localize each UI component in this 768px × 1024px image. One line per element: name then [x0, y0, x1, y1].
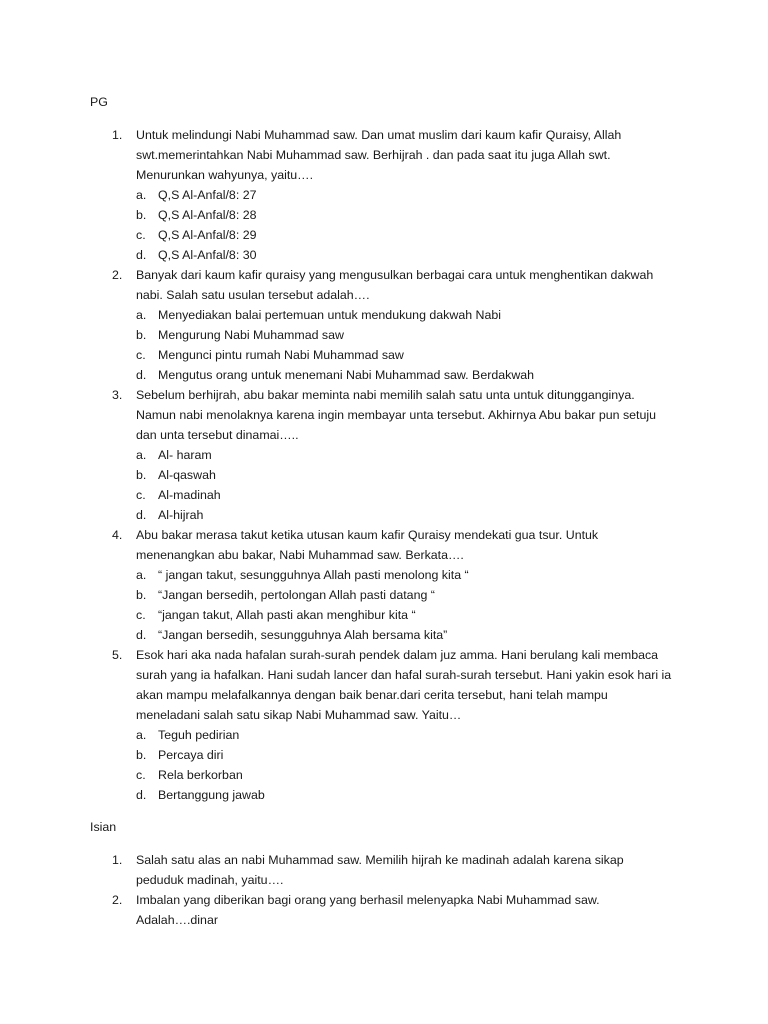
- option-b: [0, 325, 768, 345]
- question-number: 1.: [112, 853, 123, 867]
- question-text-line: Salah satu alas an nabi Muhammad saw. Memilih hijrah ke madinah adalah karena sikap: [136, 853, 624, 867]
- option-text: Teguh pedirian: [158, 728, 240, 742]
- option-text: Q,S Al-Anfal/8: 30: [158, 248, 257, 262]
- option-letter: b.: [136, 748, 147, 762]
- option-c: [0, 765, 768, 785]
- question-number: 2.: [112, 268, 123, 282]
- option-a: [0, 445, 768, 465]
- question-text-line: Menurunkan wahyunya, yaitu….: [136, 168, 314, 182]
- option-text: Rela berkorban: [158, 768, 243, 782]
- question-2: [0, 265, 682, 305]
- option-c: [0, 485, 768, 505]
- option-letter: b.: [136, 588, 147, 602]
- option-text: Mengunci pintu rumah Nabi Muhammad saw: [158, 348, 404, 362]
- option-letter: d.: [136, 788, 147, 802]
- option-d: [0, 365, 768, 385]
- option-c: [0, 225, 768, 245]
- question-text-line: Esok hari aka nada hafalan surah-surah pendek dalam juz amma. Hani berulang kali membaca: [136, 648, 659, 662]
- option-a: [0, 305, 768, 325]
- option-b: [0, 465, 768, 485]
- fill-in-list: [0, 850, 768, 930]
- question-number: 4.: [112, 528, 123, 542]
- question-text-line: Abu bakar merasa takut ketika utusan kaum kafir Quraisy mendekati gua tsur. Untuk: [136, 528, 599, 542]
- section-title-pg: PG: [90, 95, 108, 109]
- option-text: Q,S Al-Anfal/8: 28: [158, 208, 257, 222]
- option-letter: a.: [136, 568, 147, 582]
- option-letter: a.: [136, 308, 147, 322]
- question-text-line: Namun nabi menolaknya karena ingin membayar unta tersebut. Akhirnya Abu bakar pun setuju: [136, 408, 657, 422]
- option-c: [0, 345, 768, 365]
- option-letter: c.: [136, 608, 146, 622]
- option-letter: b.: [136, 328, 147, 342]
- option-letter: b.: [136, 208, 147, 222]
- option-d: [0, 785, 768, 805]
- option-letter: c.: [136, 348, 146, 362]
- question-number: 2.: [112, 893, 123, 907]
- section-title-isian: Isian: [90, 820, 117, 834]
- option-letter: a.: [136, 188, 147, 202]
- option-text: Al-qaswah: [158, 468, 216, 482]
- option-b: [0, 585, 768, 605]
- option-letter: d.: [136, 628, 147, 642]
- option-text: “Jangan bersedih, pertolongan Allah pasti datang “: [158, 588, 435, 602]
- option-text: Bertanggung jawab: [158, 788, 265, 802]
- isian-question-1: [0, 850, 682, 890]
- option-letter: c.: [136, 768, 146, 782]
- option-text: “ jangan takut, sesungguhnya Allah pasti menolong kita “: [158, 568, 469, 582]
- option-letter: b.: [136, 468, 147, 482]
- option-letter: c.: [136, 228, 146, 242]
- question-5: [0, 645, 682, 725]
- option-letter: d.: [136, 368, 147, 382]
- option-b: [0, 745, 768, 765]
- question-1: [0, 125, 682, 185]
- option-text: Percaya diri: [158, 748, 224, 762]
- question-text-line: meneladani salah satu sikap Nabi Muhammad saw. Yaitu…: [136, 708, 462, 722]
- question-text-line: dan unta tersebut dinamai…..: [136, 428, 299, 442]
- multiple-choice-list: [0, 125, 768, 805]
- question-text-line: nabi. Salah satu usulan tersebut adalah….: [136, 288, 370, 302]
- option-a: [0, 725, 768, 745]
- option-b: [0, 205, 768, 225]
- question-text-line: Adalah….dinar: [136, 913, 218, 927]
- question-text-line: swt.memerintahkan Nabi Muhammad saw. Berhijrah . dan pada saat itu juga Allah swt.: [136, 148, 611, 162]
- option-d: [0, 625, 768, 645]
- option-a: [0, 185, 768, 205]
- question-text-line: Sebelum berhijrah, abu bakar meminta nabi memilih salah satu unta untuk ditungganginya.: [136, 388, 635, 402]
- question-text-line: Untuk melindungi Nabi Muhammad saw. Dan umat muslim dari kaum kafir Quraisy, Allah: [136, 128, 622, 142]
- question-text-line: menenangkan abu bakar, Nabi Muhammad saw. Berkata….: [136, 548, 464, 562]
- option-letter: d.: [136, 248, 147, 262]
- question-text-line: Imbalan yang diberikan bagi orang yang berhasil melenyapka Nabi Muhammad saw.: [136, 893, 600, 907]
- option-text: Mengurung Nabi Muhammad saw: [158, 328, 344, 342]
- question-text-line: peduduk madinah, yaitu….: [136, 873, 284, 887]
- isian-question-2: [0, 890, 682, 930]
- option-text: Mengutus orang untuk menemani Nabi Muhammad saw. Berdakwah: [158, 368, 535, 382]
- question-3: [0, 385, 682, 445]
- question-number: 5.: [112, 648, 123, 662]
- option-letter: a.: [136, 448, 147, 462]
- question-text-line: surah yang ia hafalkan. Hani sudah lancer dan hafal surah-surah tersebut. Hani yakin esok hari ia: [136, 668, 672, 682]
- question-text-line: akan mampu melafalkannya dengan baik benar.dari cerita tersebut, hani telah mampu: [136, 688, 608, 702]
- option-text: “jangan takut, Allah pasti akan menghibur kita “: [158, 608, 416, 622]
- question-text-line: Banyak dari kaum kafir quraisy yang mengusulkan berbagai cara untuk menghentikan dakwah: [136, 268, 654, 282]
- question-number: 1.: [112, 128, 123, 142]
- option-text: Q,S Al-Anfal/8: 27: [158, 188, 257, 202]
- option-text: Menyediakan balai pertemuan untuk mendukung dakwah Nabi: [158, 308, 502, 322]
- question-number: 3.: [112, 388, 123, 402]
- option-d: [0, 245, 768, 265]
- option-letter: a.: [136, 728, 147, 742]
- option-d: [0, 505, 768, 525]
- option-text: “Jangan bersedih, sesungguhnya Alah bersama kita”: [158, 628, 448, 642]
- option-text: Al-madinah: [158, 488, 221, 502]
- question-4: [0, 525, 682, 565]
- option-text: Al-hijrah: [158, 508, 204, 522]
- option-letter: d.: [136, 508, 147, 522]
- option-a: [0, 565, 768, 585]
- option-text: Al- haram: [158, 448, 212, 462]
- option-c: [0, 605, 768, 625]
- option-text: Q,S Al-Anfal/8: 29: [158, 228, 257, 242]
- option-letter: c.: [136, 488, 146, 502]
